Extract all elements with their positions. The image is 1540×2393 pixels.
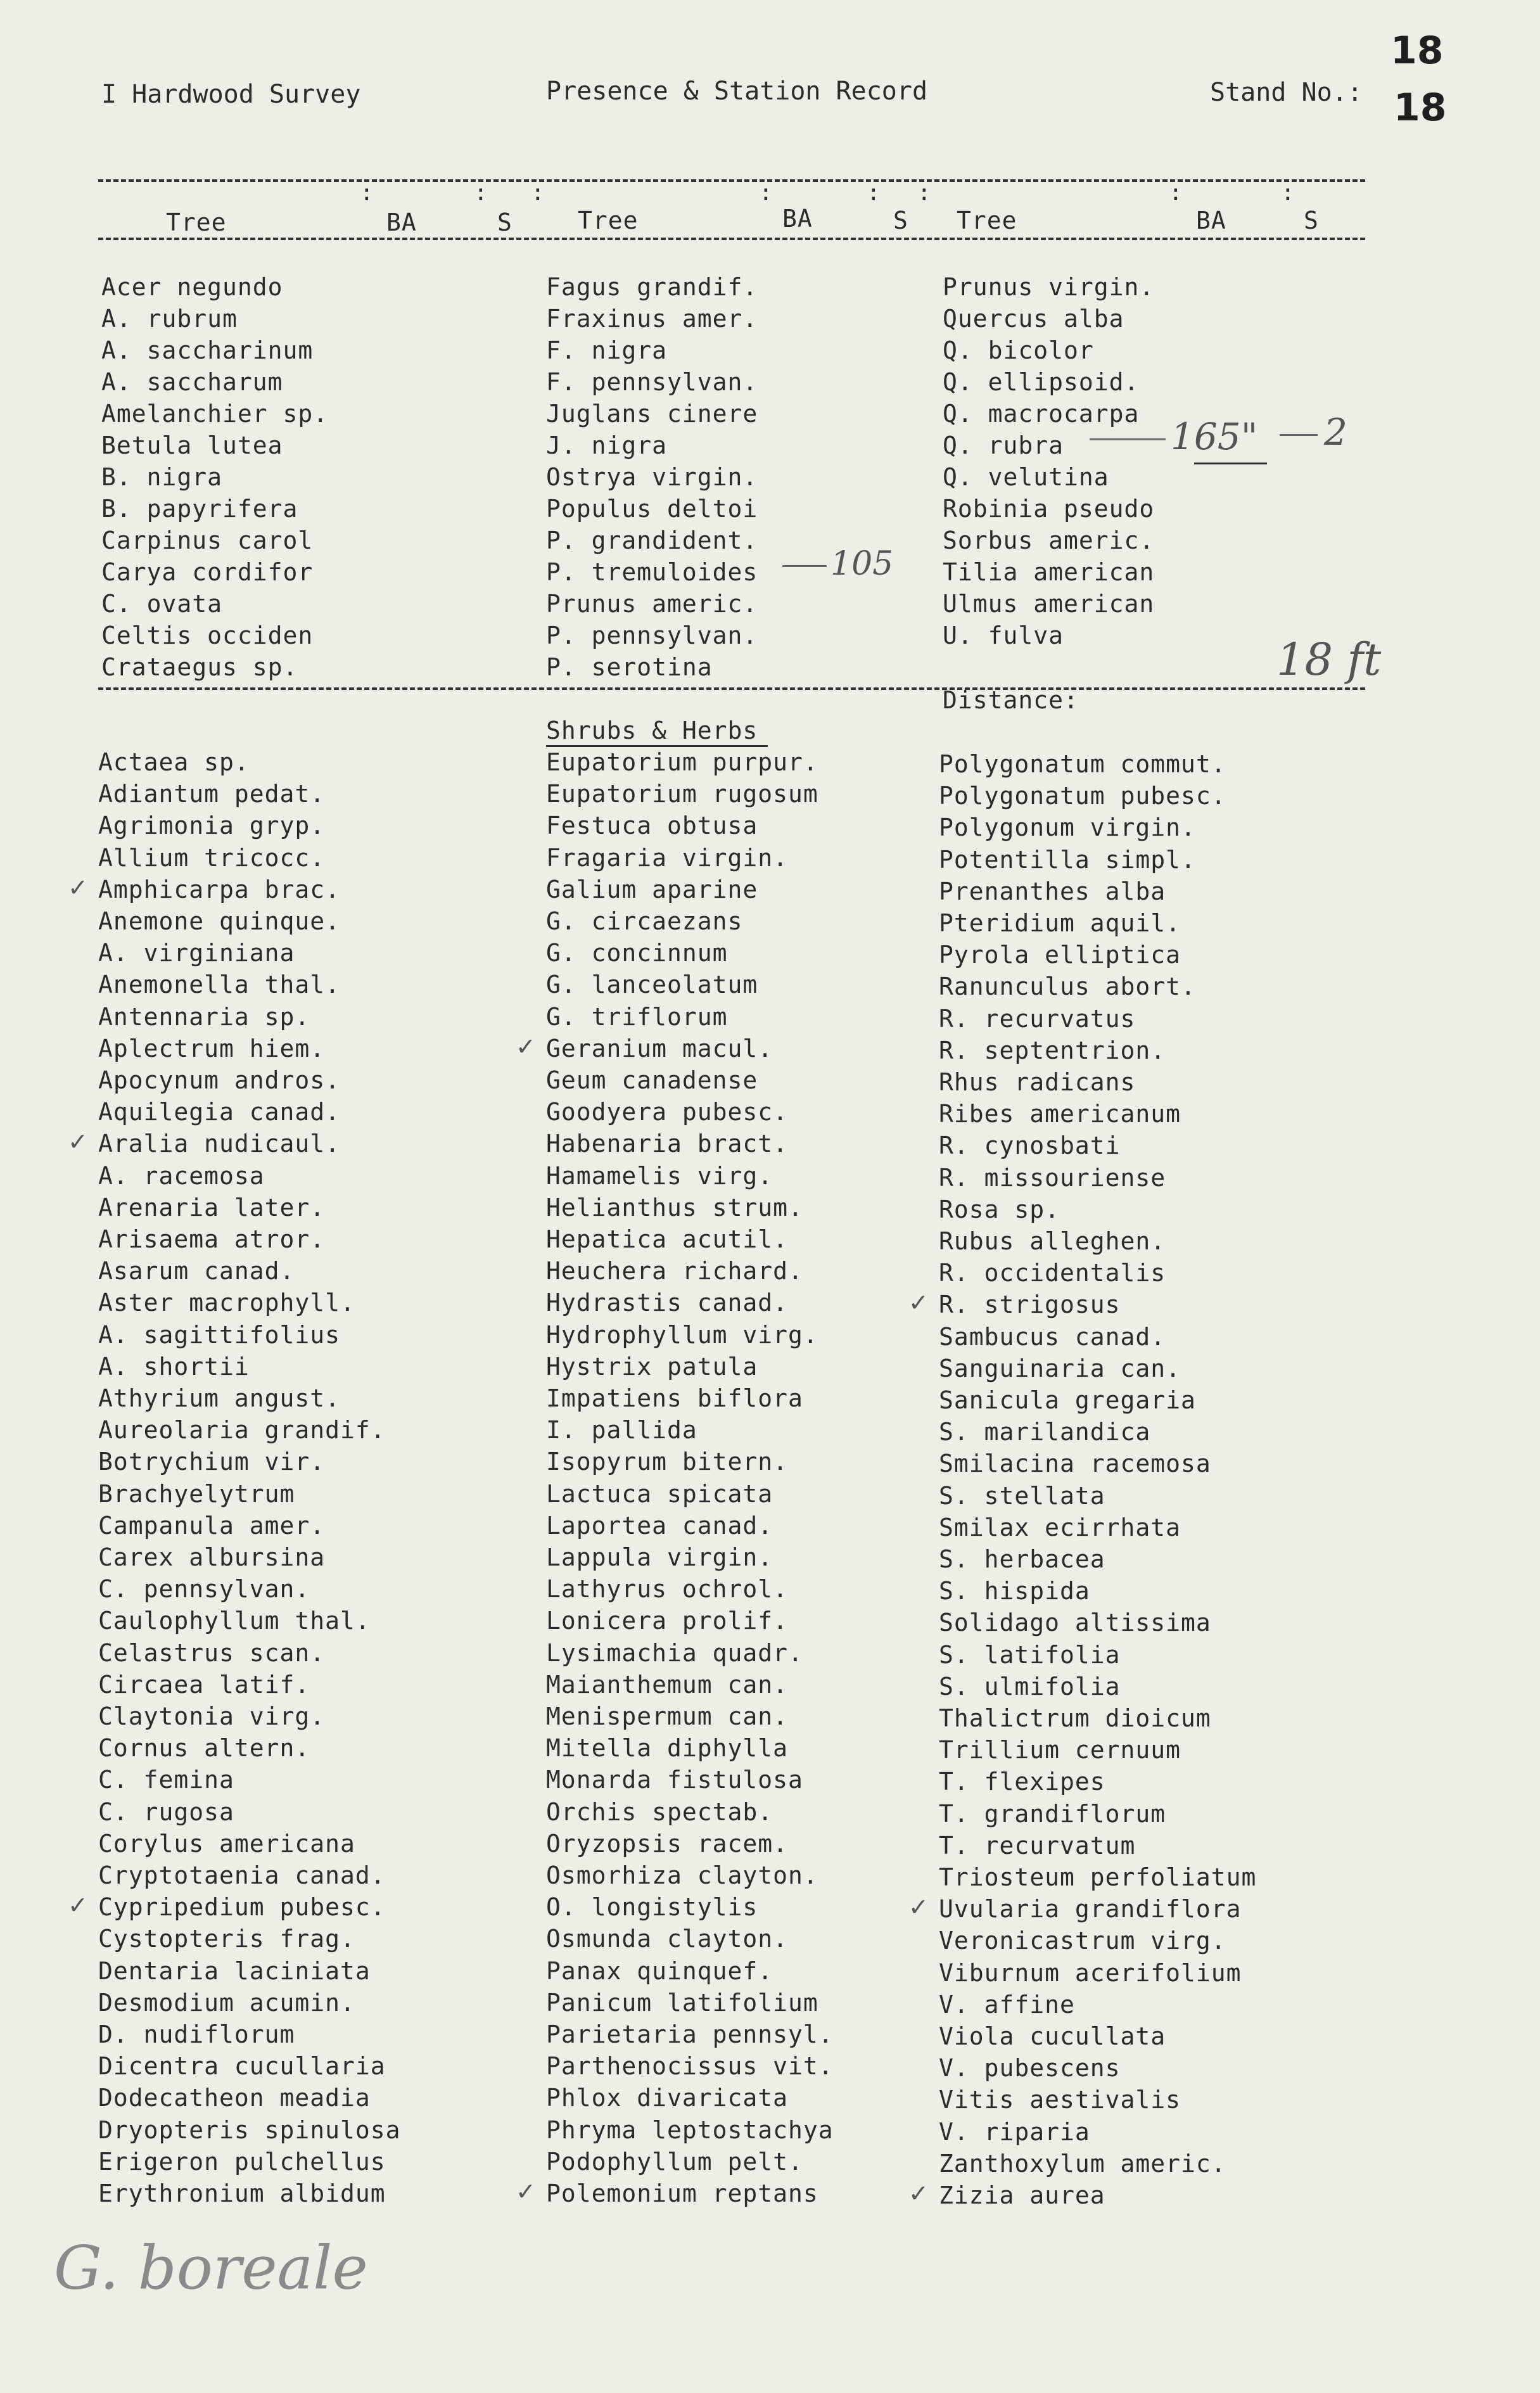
- species-entry: B. papyrifera: [101, 495, 298, 523]
- species-entry: Ribes americanum: [939, 1100, 1181, 1128]
- species-entry: Sanicula gregaria: [939, 1386, 1196, 1414]
- species-entry: Fagus grandif.: [546, 273, 758, 301]
- species-entry: Prenanthes alba: [939, 877, 1166, 905]
- species-entry: Trillium cernuum: [939, 1736, 1181, 1764]
- species-entry: P. grandident.: [546, 526, 758, 554]
- column-separator: :: [917, 180, 931, 206]
- species-entry: T. flexipes: [939, 1768, 1105, 1796]
- species-entry: T. grandiflorum: [939, 1799, 1166, 1828]
- check-mark-icon: ✓: [908, 2179, 929, 2207]
- species-entry: Impatiens biflora: [546, 1384, 803, 1412]
- species-entry: Carex albursina: [98, 1543, 326, 1571]
- species-entry: Amelanchier sp.: [101, 400, 329, 428]
- species-entry: Smilax ecirrhata: [939, 1513, 1181, 1541]
- species-entry: Lactuca spicata: [546, 1479, 773, 1508]
- species-entry: Claytonia virg.: [98, 1702, 326, 1730]
- check-mark-icon: ✓: [68, 1891, 88, 1920]
- species-entry: Athyrium angust.: [98, 1384, 341, 1412]
- tree-col2-header: Tree: [578, 207, 639, 234]
- species-entry: Ostrya virgin.: [546, 463, 758, 491]
- species-entry: Acer negundo: [101, 273, 283, 301]
- species-entry: Polygonatum commut.: [939, 750, 1226, 778]
- species-entry: R. cynosbati: [939, 1132, 1121, 1160]
- species-entry: Polygonatum pubesc.: [939, 782, 1226, 810]
- species-entry: P. serotina: [546, 653, 713, 681]
- species-entry: S. hispida: [939, 1577, 1090, 1605]
- species-entry: Pyrola elliptica: [939, 941, 1181, 969]
- species-entry: R. recurvatus: [939, 1004, 1136, 1033]
- species-entry: C. rugosa: [98, 1797, 234, 1826]
- species-entry: Brachyelytrum: [98, 1479, 295, 1508]
- tree-col1-s-header: S: [497, 208, 512, 236]
- species-entry: Desmodium acumin.: [98, 1988, 355, 2017]
- species-entry: Lathyrus ochrol.: [546, 1575, 789, 1604]
- species-entry: Arisaema atror.: [98, 1225, 326, 1253]
- species-entry: F. pennsylvan.: [546, 368, 758, 396]
- rubra-ba-handwritten: 165": [1090, 415, 1257, 458]
- species-entry: Ulmus american: [943, 590, 1155, 618]
- tree-col3-s-header: S: [1304, 207, 1319, 234]
- species-entry: Q. ellipsoid.: [943, 368, 1140, 396]
- species-entry: G. concinnum: [546, 939, 728, 967]
- species-entry: Carpinus carol: [101, 526, 314, 554]
- species-entry: Crataegus sp.: [101, 653, 298, 681]
- species-entry: Zizia aurea: [939, 2181, 1105, 2209]
- species-entry: Podophyllum pelt.: [546, 2147, 803, 2176]
- species-entry: S. stellata: [939, 1481, 1105, 1510]
- species-entry: Anemonella thal.: [98, 971, 341, 999]
- species-entry: A. shortii: [98, 1352, 250, 1381]
- tree-col2-ba-header: BA: [782, 205, 813, 233]
- species-entry: G. circaezans: [546, 907, 743, 935]
- species-entry: Lappula virgin.: [546, 1543, 773, 1571]
- species-entry: Corylus americana: [98, 1829, 355, 1858]
- species-entry: Quercus alba: [943, 305, 1124, 333]
- species-entry: Vitis aestivalis: [939, 2086, 1181, 2114]
- species-entry: Viburnum acerifolium: [939, 1958, 1242, 1987]
- species-entry: Dicentra cucullaria: [98, 2052, 386, 2081]
- species-entry: Aureolaria grandif.: [98, 1416, 386, 1445]
- species-entry: C. femina: [98, 1766, 234, 1794]
- species-entry: Arenaria later.: [98, 1193, 326, 1222]
- check-mark-icon: ✓: [516, 2178, 536, 2205]
- species-entry: Campanula amer.: [98, 1511, 326, 1540]
- tremuloides-ba-handwritten: 105: [782, 545, 893, 583]
- species-entry: Sanguinaria can.: [939, 1354, 1181, 1382]
- species-entry: Pteridium aquil.: [939, 909, 1181, 937]
- species-entry: B. nigra: [101, 463, 223, 491]
- species-entry: R. septentrion.: [939, 1036, 1166, 1064]
- species-entry: Zanthoxylum americ.: [939, 2149, 1226, 2178]
- column-separator: :: [867, 180, 881, 206]
- species-entry: Actaea sp.: [98, 748, 250, 776]
- species-entry: O. longistylis: [546, 1893, 758, 1922]
- species-entry: Menispermum can.: [546, 1702, 789, 1730]
- species-entry: Fraxinus amer.: [546, 305, 758, 333]
- species-entry: Caulophyllum thal.: [98, 1607, 371, 1635]
- species-entry: Rubus alleghen.: [939, 1227, 1166, 1255]
- species-entry: Hystrix patula: [546, 1352, 758, 1381]
- species-entry: S. latifolia: [939, 1640, 1121, 1669]
- species-entry: Prunus virgin.: [943, 273, 1155, 301]
- species-entry: Panicum latifolium: [546, 1988, 818, 2017]
- species-entry: Lonicera prolif.: [546, 1607, 789, 1635]
- species-entry: Geranium macul.: [546, 1034, 773, 1062]
- species-entry: Apocynum andros.: [98, 1066, 341, 1094]
- survey-title: I Hardwood Survey: [101, 80, 361, 109]
- species-entry: Cystopteris frag.: [98, 1925, 355, 1953]
- tree-col2-s-header: S: [893, 207, 908, 234]
- species-entry: Robinia pseudo: [943, 495, 1155, 523]
- species-entry: Q. bicolor: [943, 336, 1094, 364]
- species-entry: Asarum canad.: [98, 1257, 295, 1286]
- species-entry: G. lanceolatum: [546, 971, 758, 999]
- species-entry: Juglans cinere: [546, 400, 758, 428]
- species-entry: Sambucus canad.: [939, 1322, 1166, 1351]
- species-entry: Thalictrum dioicum: [939, 1704, 1211, 1732]
- species-entry: Phlox divaricata: [546, 2084, 789, 2112]
- species-entry: Allium tricocc.: [98, 843, 326, 872]
- species-entry: Polygonum virgin.: [939, 814, 1196, 842]
- species-entry: Rosa sp.: [939, 1195, 1060, 1223]
- species-entry: Aquilegia canad.: [98, 1098, 341, 1126]
- species-entry: J. nigra: [546, 431, 668, 459]
- species-entry: P. pennsylvan.: [546, 622, 758, 649]
- species-entry: Triosteum perfoliatum: [939, 1863, 1257, 1891]
- species-entry: Mitella diphylla: [546, 1734, 789, 1763]
- species-entry: Parietaria pennsyl.: [546, 2020, 834, 2048]
- species-entry: A. rubrum: [101, 305, 238, 333]
- species-entry: Geum canadense: [546, 1066, 758, 1094]
- species-entry: U. fulva: [943, 622, 1064, 649]
- species-entry: Eupatorium rugosum: [546, 780, 818, 808]
- species-entry: Laportea canad.: [546, 1511, 773, 1540]
- shrubs-herbs-title: Shrubs & Herbs: [546, 717, 758, 744]
- species-entry: Solidago altissima: [939, 1609, 1211, 1637]
- species-entry: Celastrus scan.: [98, 1638, 326, 1667]
- species-entry: Helianthus strum.: [546, 1193, 803, 1222]
- tree-col1-ba-header: BA: [386, 208, 417, 236]
- species-entry: Veronicastrum virg.: [939, 1927, 1226, 1955]
- species-entry: Q. rubra: [943, 431, 1064, 459]
- species-entry: T. recurvatum: [939, 1831, 1136, 1860]
- column-separator: :: [1169, 180, 1183, 206]
- tree-section-rule: [98, 687, 1365, 690]
- species-entry: C. pennsylvan.: [98, 1575, 310, 1604]
- species-entry: Sorbus americ.: [943, 526, 1155, 554]
- species-entry: Aralia nudicaul.: [98, 1130, 341, 1158]
- species-entry: A. racemosa: [98, 1161, 265, 1190]
- species-entry: Aster macrophyll.: [98, 1289, 355, 1317]
- distance-value-handwritten: 18 ft: [1276, 634, 1382, 686]
- species-entry: V. pubescens: [939, 2054, 1121, 2083]
- species-entry: Monarda fistulosa: [546, 1766, 803, 1794]
- column-separator: :: [759, 180, 773, 206]
- species-entry: Fragaria virgin.: [546, 843, 789, 872]
- species-entry: Uvularia grandiflora: [939, 1895, 1242, 1924]
- species-entry: Maianthemum can.: [546, 1670, 789, 1699]
- species-entry: Cryptotaenia canad.: [98, 1861, 386, 1889]
- species-entry: Osmunda clayton.: [546, 1925, 789, 1953]
- rubra-ba-underline: [1194, 463, 1267, 464]
- species-entry: Carya cordifor: [101, 558, 314, 586]
- species-entry: Hamamelis virg.: [546, 1161, 773, 1190]
- species-entry: A. saccharum: [101, 368, 283, 396]
- species-entry: Isopyrum bitern.: [546, 1448, 789, 1476]
- tree-col1-header: Tree: [166, 208, 227, 236]
- species-entry: Phryma leptostachya: [546, 2115, 834, 2144]
- species-entry: S. ulmifolia: [939, 1672, 1121, 1701]
- column-separator: :: [474, 180, 488, 206]
- species-entry: Hepatica acutil.: [546, 1225, 789, 1253]
- species-entry: Polemonium reptans: [546, 2179, 818, 2207]
- species-entry: Panax quinquef.: [546, 1956, 773, 1985]
- species-entry: Tilia american: [943, 558, 1155, 586]
- species-entry: Goodyera pubesc.: [546, 1098, 789, 1126]
- species-entry: Dentaria laciniata: [98, 1956, 371, 1985]
- species-entry: Potentilla simpl.: [939, 845, 1196, 874]
- species-entry: Celtis occiden: [101, 622, 314, 649]
- species-entry: C. ovata: [101, 590, 223, 618]
- shrubs-herbs-underline: [546, 745, 768, 747]
- check-mark-icon: ✓: [908, 1289, 929, 1317]
- bottom-handwritten-note: G. boreale: [54, 2233, 368, 2303]
- species-entry: Erigeron pulchellus: [98, 2147, 386, 2176]
- check-mark-icon: ✓: [68, 873, 88, 902]
- species-entry: Amphicarpa brac.: [98, 875, 341, 903]
- check-mark-icon: ✓: [908, 1893, 929, 1922]
- species-entry: Hydrastis canad.: [546, 1289, 789, 1317]
- stand-number-stamp-top: 18: [1390, 29, 1444, 73]
- species-entry: Galium aparine: [546, 875, 758, 903]
- species-entry: V. affine: [939, 1990, 1075, 2019]
- species-entry: A. virginiana: [98, 939, 295, 967]
- species-entry: Q. velutina: [943, 463, 1109, 491]
- species-entry: Orchis spectab.: [546, 1797, 773, 1826]
- tree-col3-ba-header: BA: [1196, 207, 1226, 234]
- species-entry: Aplectrum hiem.: [98, 1034, 326, 1062]
- species-entry: Erythronium albidum: [98, 2179, 386, 2207]
- species-entry: Viola cucullata: [939, 2022, 1166, 2050]
- record-title: Presence & Station Record: [546, 77, 928, 106]
- species-entry: P. tremuloides: [546, 558, 758, 586]
- species-entry: Cypripedium pubesc.: [98, 1893, 386, 1922]
- stand-label: Stand No.:: [1210, 78, 1363, 107]
- species-entry: Agrimonia gryp.: [98, 812, 326, 840]
- species-entry: Smilacina racemosa: [939, 1450, 1211, 1478]
- species-entry: A. saccharinum: [101, 336, 314, 364]
- species-entry: Circaea latif.: [98, 1670, 310, 1699]
- species-entry: Betula lutea: [101, 431, 283, 459]
- species-entry: Anemone quinque.: [98, 907, 341, 935]
- species-entry: V. riparia: [939, 2117, 1090, 2146]
- species-entry: Q. macrocarpa: [943, 400, 1140, 428]
- tree-col3-header: Tree: [957, 207, 1017, 234]
- species-entry: Parthenocissus vit.: [546, 2052, 834, 2081]
- species-entry: Eupatorium purpur.: [546, 748, 818, 776]
- species-entry: D. nudiflorum: [98, 2020, 295, 2048]
- species-entry: Prunus americ.: [546, 590, 758, 618]
- species-entry: Festuca obtusa: [546, 812, 758, 840]
- species-entry: Oryzopsis racem.: [546, 1829, 789, 1858]
- rubra-s-handwritten: 2: [1280, 411, 1347, 454]
- species-entry: Hydrophyllum virg.: [546, 1320, 818, 1349]
- species-entry: Antennaria sp.: [98, 1002, 310, 1031]
- species-entry: Dryopteris spinulosa: [98, 2115, 401, 2144]
- column-separator: :: [1281, 180, 1295, 206]
- species-entry: S. herbacea: [939, 1545, 1105, 1573]
- distance-label: Distance:: [943, 686, 1079, 714]
- species-entry: Populus deltoi: [546, 495, 758, 523]
- species-entry: I. pallida: [546, 1416, 697, 1445]
- species-entry: R. missouriense: [939, 1163, 1166, 1192]
- species-entry: Adiantum pedat.: [98, 780, 326, 808]
- species-entry: Cornus altern.: [98, 1734, 310, 1763]
- header-rule-bottom: [98, 238, 1365, 240]
- species-entry: A. sagittifolius: [98, 1320, 341, 1349]
- column-separator: :: [360, 180, 374, 206]
- species-entry: Botrychium vir.: [98, 1448, 326, 1476]
- check-mark-icon: ✓: [68, 1128, 88, 1156]
- check-mark-icon: ✓: [516, 1032, 536, 1061]
- species-entry: Heuchera richard.: [546, 1257, 803, 1286]
- species-entry: Habenaria bract.: [546, 1130, 789, 1158]
- species-entry: Ranunculus abort.: [939, 973, 1196, 1001]
- species-entry: Osmorhiza clayton.: [546, 1861, 818, 1889]
- species-entry: Lysimachia quadr.: [546, 1638, 803, 1667]
- species-entry: R. strigosus: [939, 1291, 1121, 1319]
- species-entry: S. marilandica: [939, 1418, 1151, 1446]
- stand-number-stamp-bottom: 18: [1394, 86, 1447, 130]
- column-separator: :: [531, 180, 545, 206]
- species-entry: Dodecatheon meadia: [98, 2084, 371, 2112]
- species-entry: Rhus radicans: [939, 1068, 1136, 1096]
- species-entry: F. nigra: [546, 336, 668, 364]
- species-entry: G. triflorum: [546, 1002, 728, 1031]
- species-entry: R. occidentalis: [939, 1259, 1166, 1287]
